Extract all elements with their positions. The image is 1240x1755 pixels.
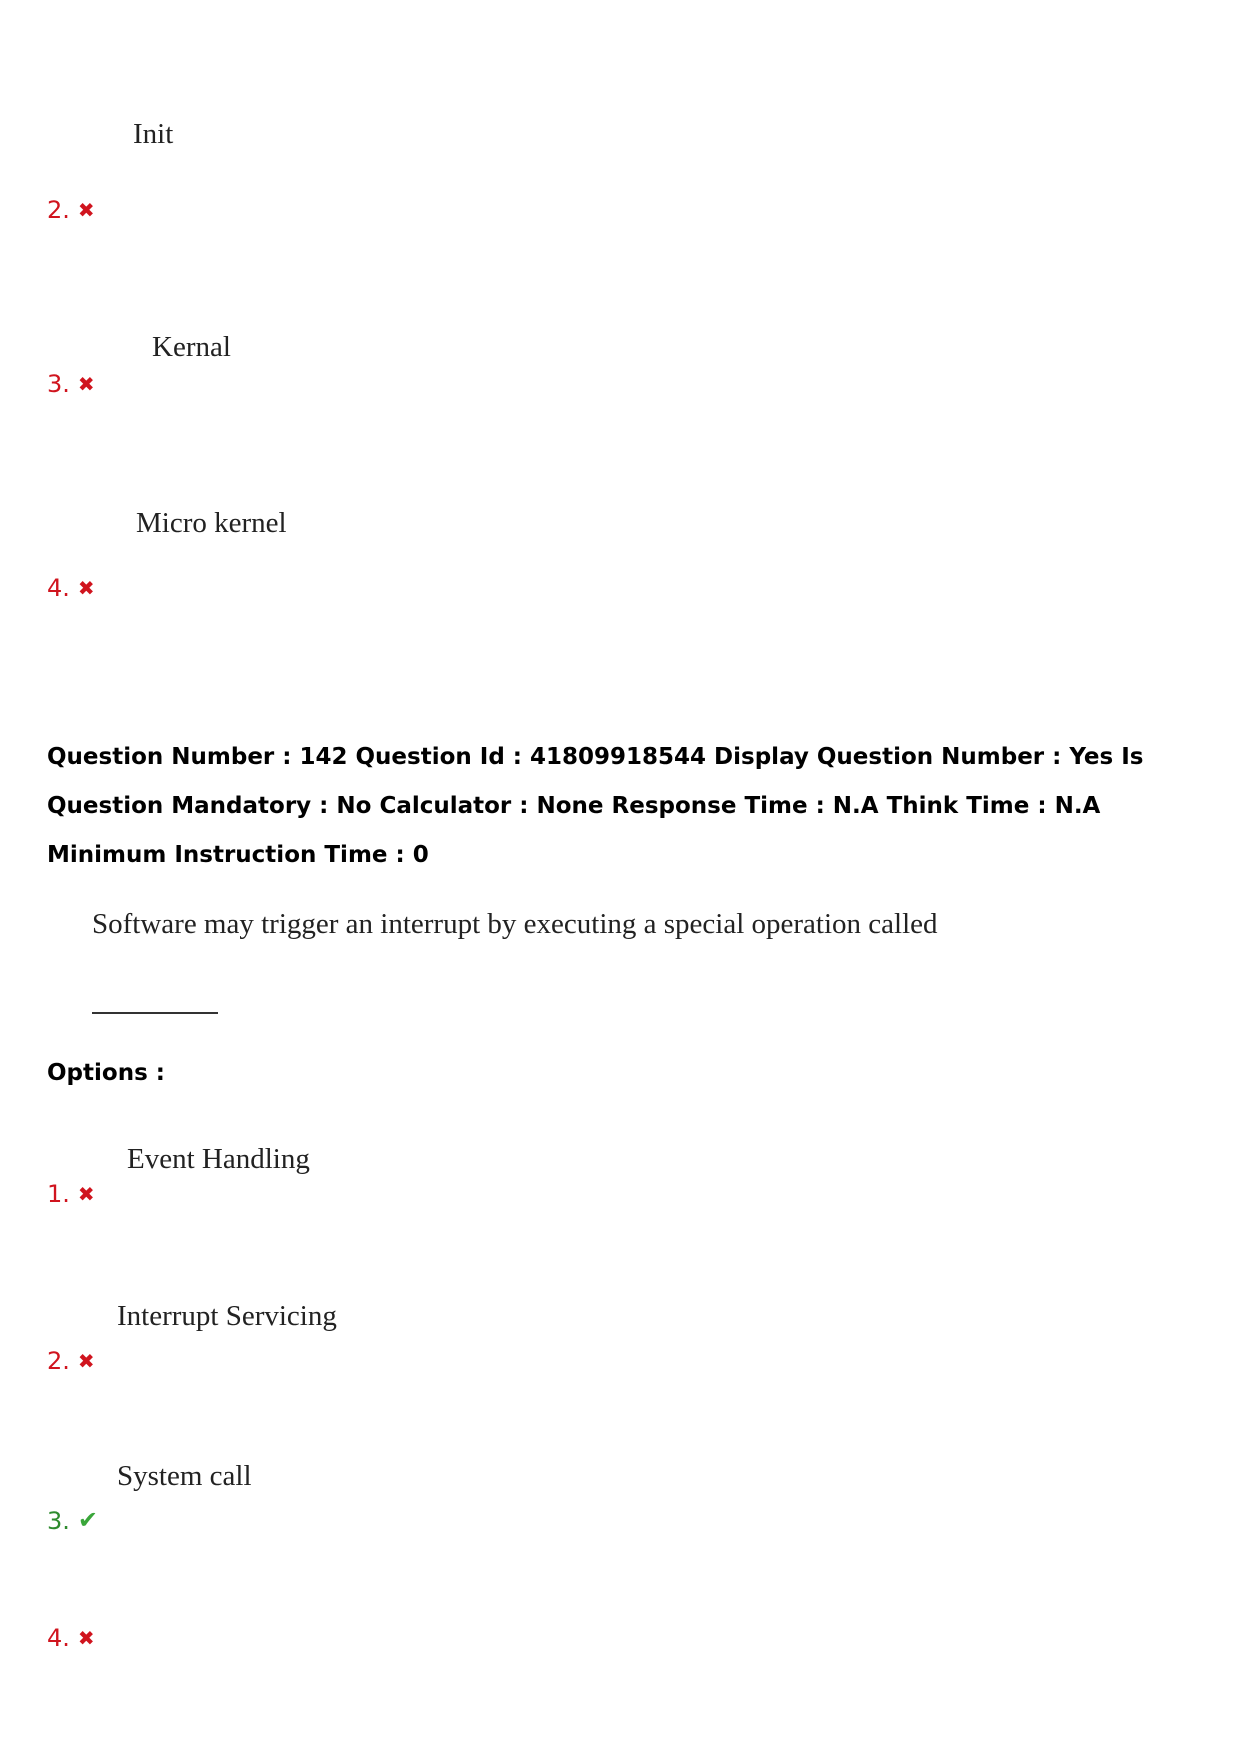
option-image-text: Interrupt Servicing — [117, 1300, 337, 1332]
cross-mark-icon: ✖ — [77, 1626, 95, 1650]
option-image-text: Event Handling — [127, 1143, 310, 1175]
option-number-label: 4. — [47, 1624, 70, 1652]
cross-mark-icon: ✖ — [77, 372, 95, 396]
options-label: Options : — [47, 1060, 165, 1086]
option-number-label: 4. — [47, 574, 70, 602]
option-number — [47, 1180, 95, 1208]
option-image-text: Init — [133, 118, 174, 150]
option-number — [47, 1506, 98, 1535]
cross-mark-icon: ✖ — [77, 1182, 95, 1206]
option-number — [47, 370, 95, 398]
option-number-label: 3. — [47, 1507, 70, 1535]
option-image-text: Kernal — [152, 331, 231, 363]
answer-blank-line — [92, 1012, 218, 1014]
option-number — [47, 1347, 95, 1375]
option-number — [47, 1624, 95, 1652]
cross-mark-icon: ✖ — [77, 198, 95, 222]
cross-mark-icon: ✖ — [77, 1349, 95, 1373]
question-text: Software may trigger an interrupt by executing a special operation called — [92, 908, 938, 940]
option-number — [47, 574, 95, 602]
option-number-label: 1. — [47, 1180, 70, 1208]
question-metadata: Question Number : 142 Question Id : 41809918544 Display Question Number : Yes Is Question Mandatory : No Calculator : None Response Time : N.A Think Time : N.A Minimum Instruction Time : 0 — [47, 744, 1144, 868]
option-image-text: Micro kernel — [136, 507, 287, 539]
option-number-label: 2. — [47, 1347, 70, 1375]
option-number-label: 3. — [47, 370, 70, 398]
option-image-text: System call — [117, 1460, 252, 1492]
check-mark-icon: ✔ — [77, 1506, 99, 1534]
option-number-label: 2. — [47, 196, 70, 224]
cross-mark-icon: ✖ — [77, 576, 95, 600]
option-number — [47, 196, 95, 224]
